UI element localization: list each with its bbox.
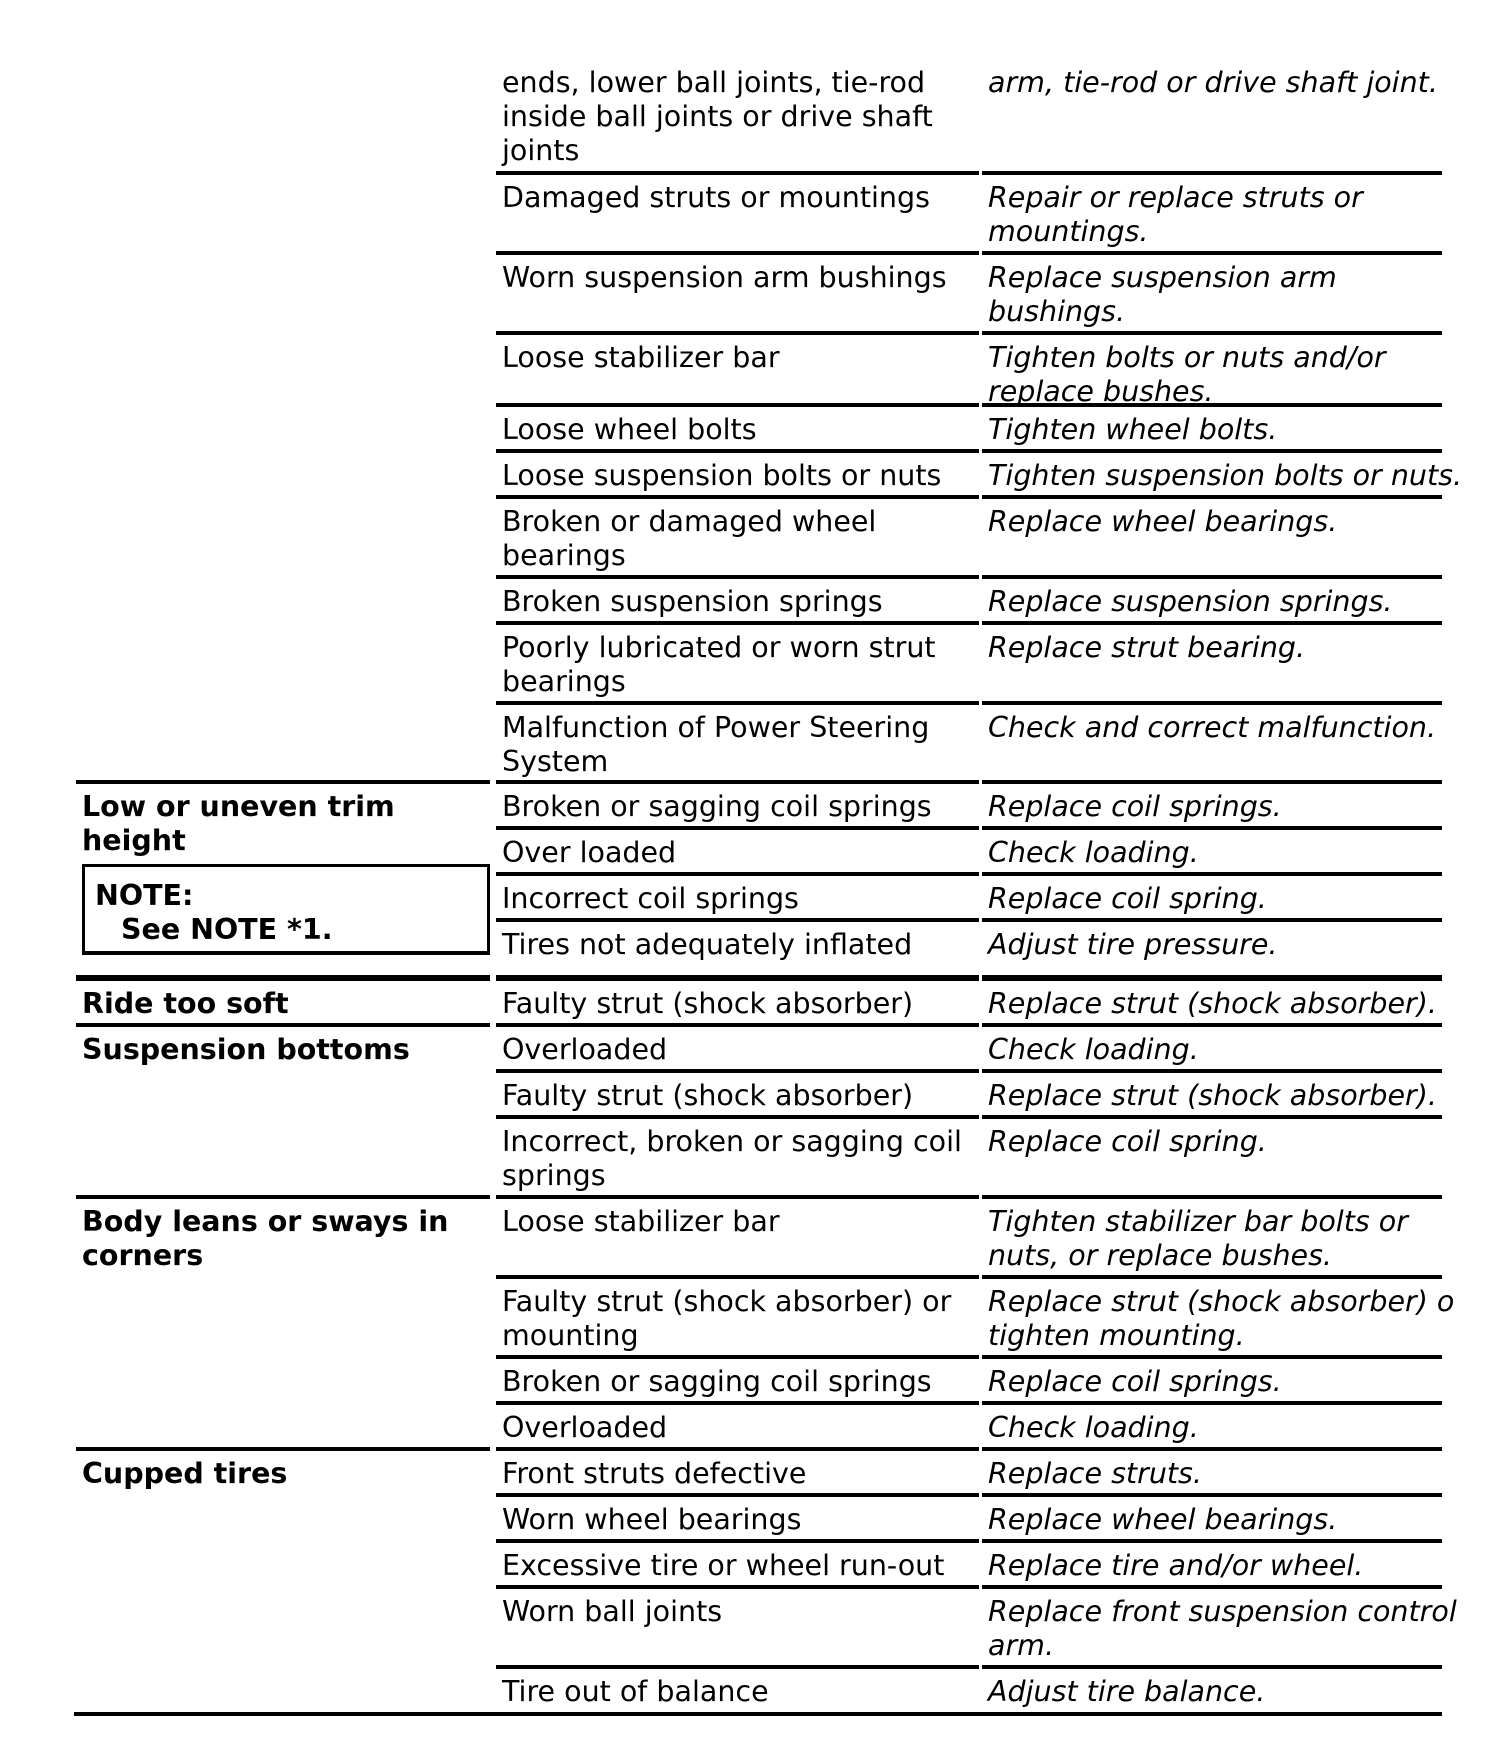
cause-cell: Broken or damaged wheel bearings [502,505,877,572]
remedy-cell: Replace front suspension control arm. [988,1595,1457,1662]
row-divider [496,171,979,175]
row-divider [982,1665,1442,1669]
remedy-cell: Replace tire and/or wheel. [988,1549,1364,1582]
remedy-cell: Check and correct malfunction. [988,711,1437,744]
row-divider [982,449,1442,453]
remedy-cell: Tighten stabilizer bar bolts or nuts, or replace bushes. [988,1205,1408,1272]
remedy-cell: Adjust tire pressure. [988,928,1278,961]
cause-cell: Excessive tire or wheel run-out [502,1549,945,1582]
note-heading: NOTE: [95,879,194,912]
cause-cell: Incorrect, broken or sagging coil springs [502,1125,962,1192]
row-divider [496,1585,979,1589]
row-divider [982,826,1442,830]
row-divider [496,621,979,625]
remedy-cell: Replace wheel bearings. [988,1503,1338,1536]
cause-cell: Loose stabilizer bar [502,1205,780,1238]
symptom-cell: Suspension bottoms [82,1033,410,1066]
remedy-cell: Replace coil springs. [988,1365,1282,1398]
remedy-cell: Tighten suspension bolts or nuts. [988,459,1463,492]
row-divider [982,780,1442,784]
cause-cell: Broken or sagging coil springs [502,790,932,823]
symptom-divider [76,1195,490,1199]
row-divider [496,449,979,453]
row-divider [496,1195,979,1199]
remedy-cell: arm, tie-rod or drive shaft joint. [988,66,1438,99]
remedy-cell: Check loading. [988,1411,1199,1444]
row-divider [496,1539,979,1543]
remedy-cell: Replace suspension springs. [988,585,1393,618]
cause-cell: Faulty strut (shock absorber) or mounting [502,1285,952,1352]
cause-cell: Malfunction of Power Steering System [502,711,930,778]
row-divider [496,975,979,979]
row-divider [982,1023,1442,1027]
remedy-cell: Replace wheel bearings. [988,505,1338,538]
cause-cell: Damaged struts or mountings [502,181,930,214]
row-divider [496,1355,979,1359]
remedy-cell: Replace strut (shock absorber). [988,1079,1437,1112]
cause-cell: Broken suspension springs [502,585,883,618]
remedy-cell: Replace coil springs. [988,790,1282,823]
note-text: See NOTE *1. [121,913,333,946]
row-divider [496,495,979,499]
row-divider [982,1493,1442,1497]
cause-cell: Broken or sagging coil springs [502,1365,932,1398]
remedy-cell: Replace strut bearing. [988,631,1306,664]
row-divider [982,1195,1442,1199]
remedy-cell: Replace coil spring. [988,882,1267,915]
row-divider [496,1023,979,1027]
row-divider [982,1585,1442,1589]
row-divider [496,826,979,830]
row-divider [982,1115,1442,1119]
cause-cell: Overloaded [502,1411,668,1444]
cause-cell: Overloaded [502,1033,668,1066]
row-divider [982,621,1442,625]
table-bottom-rule [74,1712,1442,1716]
row-divider [496,331,979,335]
note-box [82,864,490,955]
symptom-divider [76,1447,490,1451]
row-divider [982,1447,1442,1451]
remedy-cell: Tighten bolts or nuts and/or replace bushes. [988,341,1386,408]
symptom-divider [76,1023,490,1027]
row-divider [496,403,979,407]
row-divider [982,575,1442,579]
row-divider [496,780,979,784]
cause-cell: Worn suspension arm bushings [502,261,947,294]
remedy-cell: Replace coil spring. [988,1125,1267,1158]
symptom-divider [76,977,490,981]
row-divider [982,1069,1442,1073]
cause-cell: Tires not adequately inflated [502,928,913,961]
row-divider [496,1665,979,1669]
row-divider [982,975,1442,979]
row-divider [496,1115,979,1119]
row-divider [982,1355,1442,1359]
row-divider [496,1447,979,1451]
remedy-cell: Replace strut (shock absorber) o tighten mounting. [988,1285,1455,1352]
symptom-cell: Low or uneven trim height [82,790,395,857]
cause-cell: Loose wheel bolts [502,413,757,446]
cause-cell: Worn wheel bearings [502,1503,802,1536]
cause-cell: Poorly lubricated or worn strut bearings [502,631,936,698]
row-divider [982,701,1442,705]
remedy-cell: Repair or replace struts or mountings. [988,181,1363,248]
remedy-cell: Replace suspension arm bushings. [988,261,1337,328]
symptom-divider [76,780,490,784]
row-divider [982,1539,1442,1543]
cause-cell: Front struts defective [502,1457,807,1490]
row-divider [982,1275,1442,1279]
symptom-cell: Body leans or sways in corners [82,1205,449,1272]
row-divider [496,1069,979,1073]
row-divider [496,1493,979,1497]
cause-cell: Over loaded [502,836,677,869]
symptom-cell: Ride too soft [82,987,289,1020]
cause-cell: Incorrect coil springs [502,882,799,915]
row-divider [496,251,979,255]
cause-cell: ends, lower ball joints, tie-rod inside ball joints or drive shaft joints [502,66,933,167]
row-divider [982,918,1442,922]
cause-cell: Loose stabilizer bar [502,341,780,374]
cause-cell: Loose suspension bolts or nuts [502,459,942,492]
row-divider [982,872,1442,876]
row-divider [496,701,979,705]
remedy-cell: Check loading. [988,1033,1199,1066]
symptom-cell: Cupped tires [82,1457,288,1490]
cause-cell: Worn ball joints [502,1595,723,1628]
cause-cell: Faulty strut (shock absorber) [502,987,914,1020]
row-divider [496,1275,979,1279]
row-divider [496,872,979,876]
row-divider [982,251,1442,255]
cause-cell: Tire out of balance [502,1675,769,1708]
row-divider [496,918,979,922]
row-divider [982,331,1442,335]
remedy-cell: Adjust tire balance. [988,1675,1266,1708]
remedy-cell: Replace struts. [988,1457,1202,1490]
remedy-cell: Replace strut (shock absorber). [988,987,1437,1020]
row-divider [496,1401,979,1405]
cause-cell: Faulty strut (shock absorber) [502,1079,914,1112]
row-divider [496,575,979,579]
remedy-cell: Tighten wheel bolts. [988,413,1278,446]
remedy-cell: Check loading. [988,836,1199,869]
row-divider [982,495,1442,499]
row-divider [982,171,1442,175]
row-divider [982,1401,1442,1405]
